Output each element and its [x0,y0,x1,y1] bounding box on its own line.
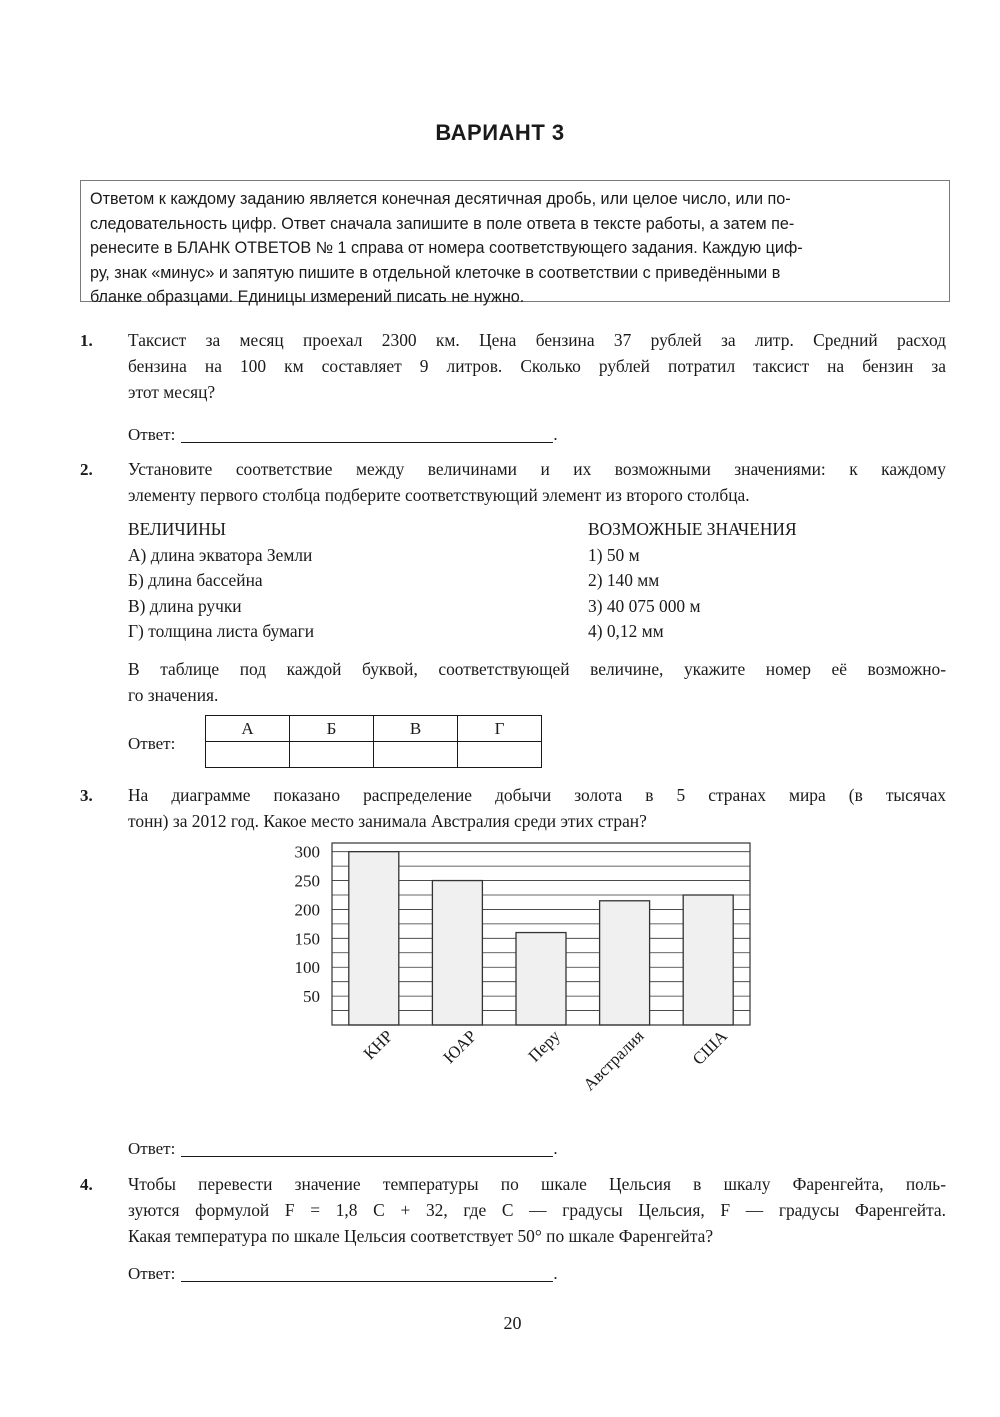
values-header: ВОЗМОЖНЫЕ ЗНАЧЕНИЯ [588,519,797,539]
answer-table-header: В [374,716,458,742]
instruction-box [80,180,950,306]
answer-field[interactable] [181,1263,553,1282]
task-4-number: 4. [80,1175,93,1194]
task-3-line: На диаграмме показано распределение добычи золота в 5 странах мира (в тысячах [128,785,946,805]
y-tick-label: 200 [294,900,320,920]
answer-label: Ответ: [128,734,176,753]
gold-production-chart [270,835,770,1125]
task-2-table-line: В таблице под каждой буквой, соответствующей величине, укажите номер её возможно- [128,659,946,679]
quantity-item: А) длина экватора Земли [128,544,313,565]
chart-x-ticks [360,1026,732,1094]
task-2-number: 2. [80,460,93,479]
task-1-line: Таксист за месяц проехал 2300 км. Цена бензина 37 рублей за литр. Средний расход [128,330,946,350]
quantity-item: Б) длина бассейна [128,570,263,591]
task-4-line: зуются формулой F = 1,8 C + 32, где C — градусы Цельсия, F — градусы Фаренгейта. [128,1200,946,1220]
bar-Австралия [600,901,650,1025]
answer-label: Ответ: [128,1264,176,1283]
y-tick-label: 150 [294,929,320,949]
answer-label: Ответ: [128,425,176,444]
value-item: 4) 0,12 мм [588,621,664,642]
answer-table-cell[interactable] [206,742,290,768]
quantities-header: ВЕЛИЧИНЫ [128,519,226,539]
task-2-line: Установите соответствие между величинами и их возможными значениями: к каждому [128,459,946,479]
chart-y-ticks [295,843,321,1006]
task-2-table-line: го значения. [128,685,219,705]
answer-table-cell[interactable] [374,742,458,768]
x-tick-label: Перу [524,1026,564,1066]
x-tick-label: ЮАР [439,1026,481,1068]
variant-title: ВАРИАНТ 3 [435,120,565,145]
y-tick-label: 250 [294,871,320,891]
bar-Перу [516,933,566,1025]
answer-field[interactable] [181,424,553,443]
instruction-line: ренесите в БЛАНК ОТВЕТОВ № 1 справа от номера соответствующего задания. Каждую циф- [90,239,803,257]
task-1-number: 1. [80,331,93,350]
instruction-line: следовательность цифр. Ответ сначала запишите в поле ответа в тексте работы, а затем пе- [90,214,795,233]
x-tick-label: США [688,1026,732,1069]
answer-end: . [553,1139,558,1158]
answer-table-cell[interactable] [290,742,374,768]
answer-table [205,715,542,768]
answer-table-header: А [206,716,290,742]
task-3-line: тонн) за 2012 год. Какое место занимала Австралия среди этих стран? [128,811,647,831]
task-4-answer [128,1263,558,1284]
y-tick-label: 50 [303,987,320,1007]
bar-КНР [349,852,399,1025]
x-tick-label: Австралия [579,1026,648,1095]
quantity-item: Г) толщина листа бумаги [128,621,315,642]
answer-table-header: Б [290,716,374,742]
instruction-line: бланке образцами. Единицы измерений писать не нужно. [90,288,525,306]
instruction-line: Ответом к каждому заданию является конечная десятичная дробь, или целое число, или по- [90,190,791,208]
x-tick-label: КНР [359,1026,397,1064]
task-3-answer [128,1138,558,1159]
task-2-line: элементу первого столбца подберите соответствующий элемент из второго столбца. [128,485,750,505]
value-item: 3) 40 075 000 м [588,595,701,616]
value-item: 1) 50 м [588,544,640,565]
task-4-line: Какая температура по шкале Цельсия соответствует 50° по шкале Фаренгейта? [128,1226,714,1246]
page-number: 20 [503,1313,522,1333]
values-column [588,517,797,645]
answer-table-header: Г [458,716,542,742]
task-4-line: Чтобы перевести значение температуры по шкале Цельсия в шкалу Фаренгейта, поль- [128,1174,946,1194]
bar-США [683,895,733,1025]
quantity-item: В) длина ручки [128,595,242,616]
task-3-number: 3. [80,786,93,805]
y-tick-label: 100 [294,958,320,978]
answer-field[interactable] [181,1138,553,1157]
y-tick-label: 300 [294,842,320,862]
bar-ЮАР [432,881,482,1025]
task-1-line: бензина на 100 км составляет 9 литров. Сколько рублей потратил таксист на бензин за [128,356,946,376]
answer-label: Ответ: [128,1139,176,1158]
instruction-line: ру, знак «минус» и запятую пишите в отдельной клеточке в соответствии с приведёнными в [90,263,781,282]
task-1-answer [128,424,558,445]
answer-end: . [553,1264,558,1283]
answer-end: . [553,425,558,444]
task-1-line: этот месяц? [128,382,216,402]
answer-table-cell[interactable] [458,742,542,768]
value-item: 2) 140 мм [588,570,660,591]
quantities-column [128,517,314,645]
